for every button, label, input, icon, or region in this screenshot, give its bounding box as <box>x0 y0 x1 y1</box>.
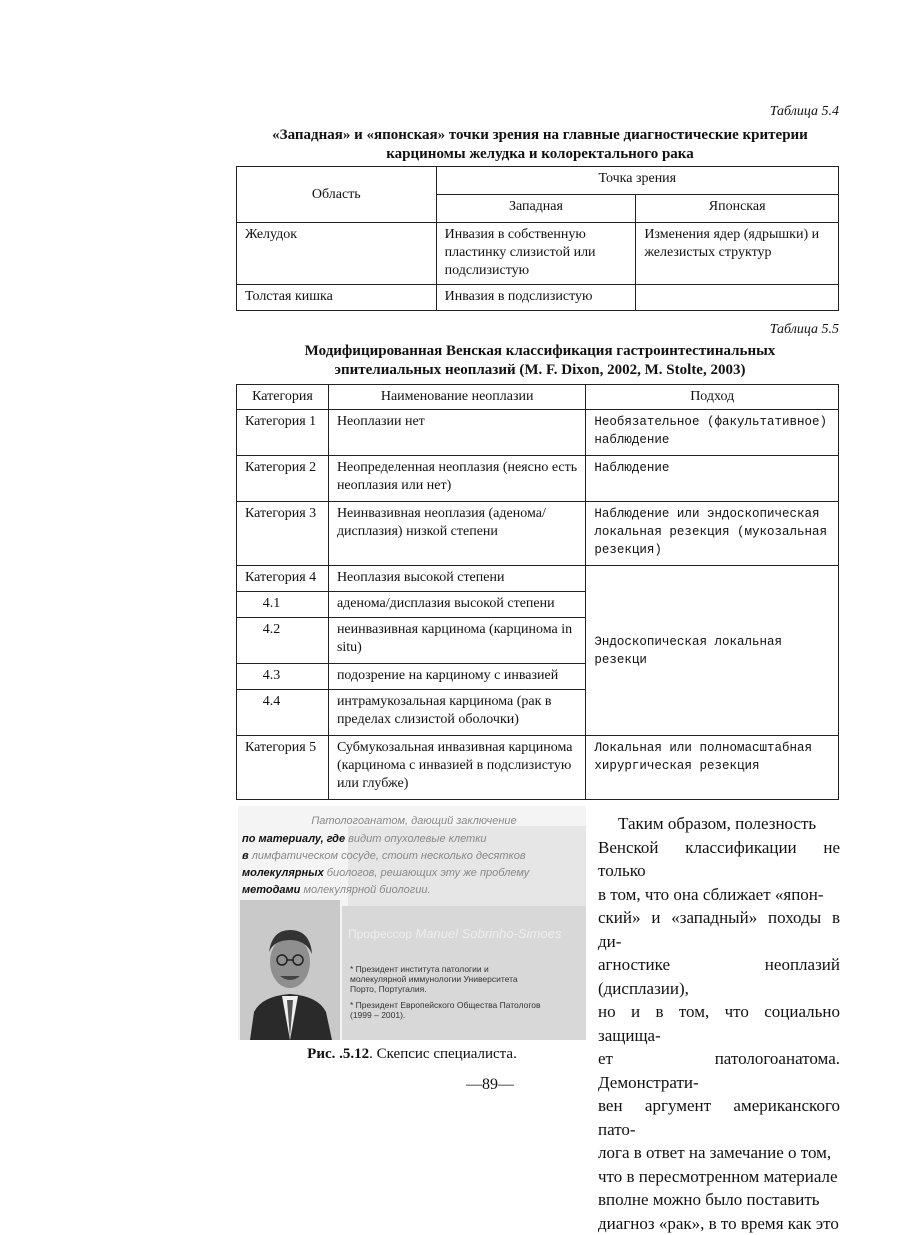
figure-caption-text: . Скепсис специалиста. <box>369 1046 517 1062</box>
body-line: ский» и «западный» походы в ди- <box>598 906 840 953</box>
table-5-4-title-line1: «Западная» и «японская» точки зрения на главные диагностические критерии <box>200 126 880 145</box>
cell-west: Инвазия в собственную пластинку слизистой или подслизистую <box>436 223 636 285</box>
body-line: что в пересмотренном материале <box>598 1165 840 1189</box>
page-number: —89— <box>440 1076 540 1094</box>
cell-japan <box>636 285 839 311</box>
figure-quote-line1: Патологоанатом, дающий заключение <box>244 814 584 829</box>
header-category: Категория <box>237 385 329 410</box>
body-line: Таким образом, полезность <box>598 812 840 836</box>
cell-name: Субмукозальная инвазивная карцинома (карцинома с инвазией в подслизистую или глубже) <box>328 736 585 800</box>
cell-west: Инвазия в подслизистую <box>436 285 636 311</box>
cell-approach-cat4: Эндоскопическая локальная резекци <box>586 566 839 736</box>
cell-category: 4.2 <box>237 618 329 664</box>
figure-quote-text: видит опухолевые клетки <box>345 833 486 845</box>
table-row <box>237 736 839 800</box>
bullet-line: Порто, Португалия. <box>350 984 541 994</box>
header-view: Точка зрения <box>436 167 838 195</box>
table-5-4 <box>236 166 839 311</box>
cell-category: Категория 4 <box>237 566 329 592</box>
cell-name: аденома/дисплазия высокой степени <box>328 592 585 618</box>
table-row <box>237 502 839 566</box>
body-line: агностике неоплазий (дисплазии), <box>598 953 840 1000</box>
table-row <box>237 285 839 311</box>
cell-approach: Локальная или полномасштабная хирургическая резекция <box>586 736 839 800</box>
figure-quote-bold: по материалу, где <box>242 833 345 845</box>
table-row <box>237 456 839 502</box>
figure-quote-bold: молекулярных <box>242 867 324 879</box>
cell-name: неинвазивная карцинома (карцинома in situ) <box>328 618 585 664</box>
cell-name: Неоплазии нет <box>328 410 585 456</box>
bullet-line: * Президент института патологии и <box>350 964 541 974</box>
table-row <box>237 223 839 285</box>
figure-quote-text: лимфатическом сосуде, стоит несколько десятков <box>249 850 526 862</box>
header-name: Наименование неоплазии <box>328 385 585 410</box>
cell-category: Категория 5 <box>237 736 329 800</box>
figure-quote-text: молекулярной биологии. <box>300 884 430 896</box>
table-5-5-label: Таблица 5.5 <box>770 322 839 338</box>
bullet-line: * Президент Европейского Общества Патологов <box>350 1000 541 1010</box>
cell-area: Желудок <box>237 223 437 285</box>
table-5-5-title <box>200 342 880 380</box>
body-line: Венской классификации не только <box>598 836 840 883</box>
figure-quote <box>244 814 584 829</box>
body-line: в том, что она сближает «япон- <box>598 883 840 907</box>
cell-category: 4.3 <box>237 664 329 690</box>
cell-category: Категория 1 <box>237 410 329 456</box>
body-line: но и в том, что социально защища- <box>598 1000 840 1047</box>
header-japan: Японская <box>636 195 839 223</box>
cell-approach: Необязательное (факультативное) наблюдение <box>586 410 839 456</box>
body-line: лога в ответ на замечание о том, <box>598 1141 840 1165</box>
table-5-5 <box>236 384 839 800</box>
professor-name-text: Manuel Sobrinho-Simoes <box>415 926 561 941</box>
figure-quote-bold: методами <box>242 884 300 896</box>
cell-name: интрамукозальная карцинома (рак в пределах слизистой оболочки) <box>328 690 585 736</box>
table-row <box>237 566 839 592</box>
figure-caption-number: Рис. .5.12 <box>307 1046 369 1062</box>
cell-name: Неопределенная неоплазия (неясно есть неоплазия или нет) <box>328 456 585 502</box>
table-5-4-label: Таблица 5.4 <box>770 104 839 120</box>
cell-area: Толстая кишка <box>237 285 437 311</box>
cell-name: подозрение на карциному с инвазией <box>328 664 585 690</box>
table-5-4-title <box>200 126 880 164</box>
body-line: вполне можно было поставить <box>598 1188 840 1212</box>
cell-approach: Наблюдение или эндоскопическая локальная резекция (мукозальная резекция) <box>586 502 839 566</box>
bullet-line: (1999 – 2001). <box>350 1010 541 1020</box>
header-area: Область <box>237 167 437 223</box>
figure-quote-body <box>242 830 584 898</box>
professor-prefix: Профессор <box>348 927 412 941</box>
bullet-line: молекулярной иммунологии Университета <box>350 974 541 984</box>
cell-category: 4.4 <box>237 690 329 736</box>
table-5-5-title-line1: Модифицированная Венская классификация гастроинтестинальных <box>200 342 880 361</box>
cell-category: Категория 3 <box>237 502 329 566</box>
body-line: вен аргумент американского пато- <box>598 1094 840 1141</box>
header-west: Западная <box>436 195 636 223</box>
table-5-5-title-line2: эпителиальных неоплазий (M. F. Dixon, 2002, M. Stolte, 2003) <box>200 361 880 380</box>
figure-quote-text: биологов, решающих эту же проблему <box>324 867 530 879</box>
cell-category: 4.1 <box>237 592 329 618</box>
cell-category: Категория 2 <box>237 456 329 502</box>
figure-image <box>238 806 586 1040</box>
body-line: диагноз «рак», в то время как это <box>598 1212 840 1235</box>
portrait-illustration <box>240 900 340 1040</box>
body-line: ет патологоанатома. Демонстрати- <box>598 1047 840 1094</box>
professor-bullets <box>350 964 541 1020</box>
table-5-4-title-line2: карциномы желудка и колоректального рака <box>200 145 880 164</box>
body-text <box>598 812 840 1235</box>
cell-name: Неинвазивная неоплазия (аденома/дисплазия) низкой степени <box>328 502 585 566</box>
cell-approach: Наблюдение <box>586 456 839 502</box>
cell-japan: Изменения ядер (ядрышки) и железистых структур <box>636 223 839 285</box>
professor-name <box>348 926 561 941</box>
cell-name: Неоплазия высокой степени <box>328 566 585 592</box>
portrait-photo <box>240 900 340 1040</box>
figure-caption <box>238 1046 586 1063</box>
figure-quote-bold: в <box>242 850 249 862</box>
header-approach: Подход <box>586 385 839 410</box>
table-row <box>237 410 839 456</box>
